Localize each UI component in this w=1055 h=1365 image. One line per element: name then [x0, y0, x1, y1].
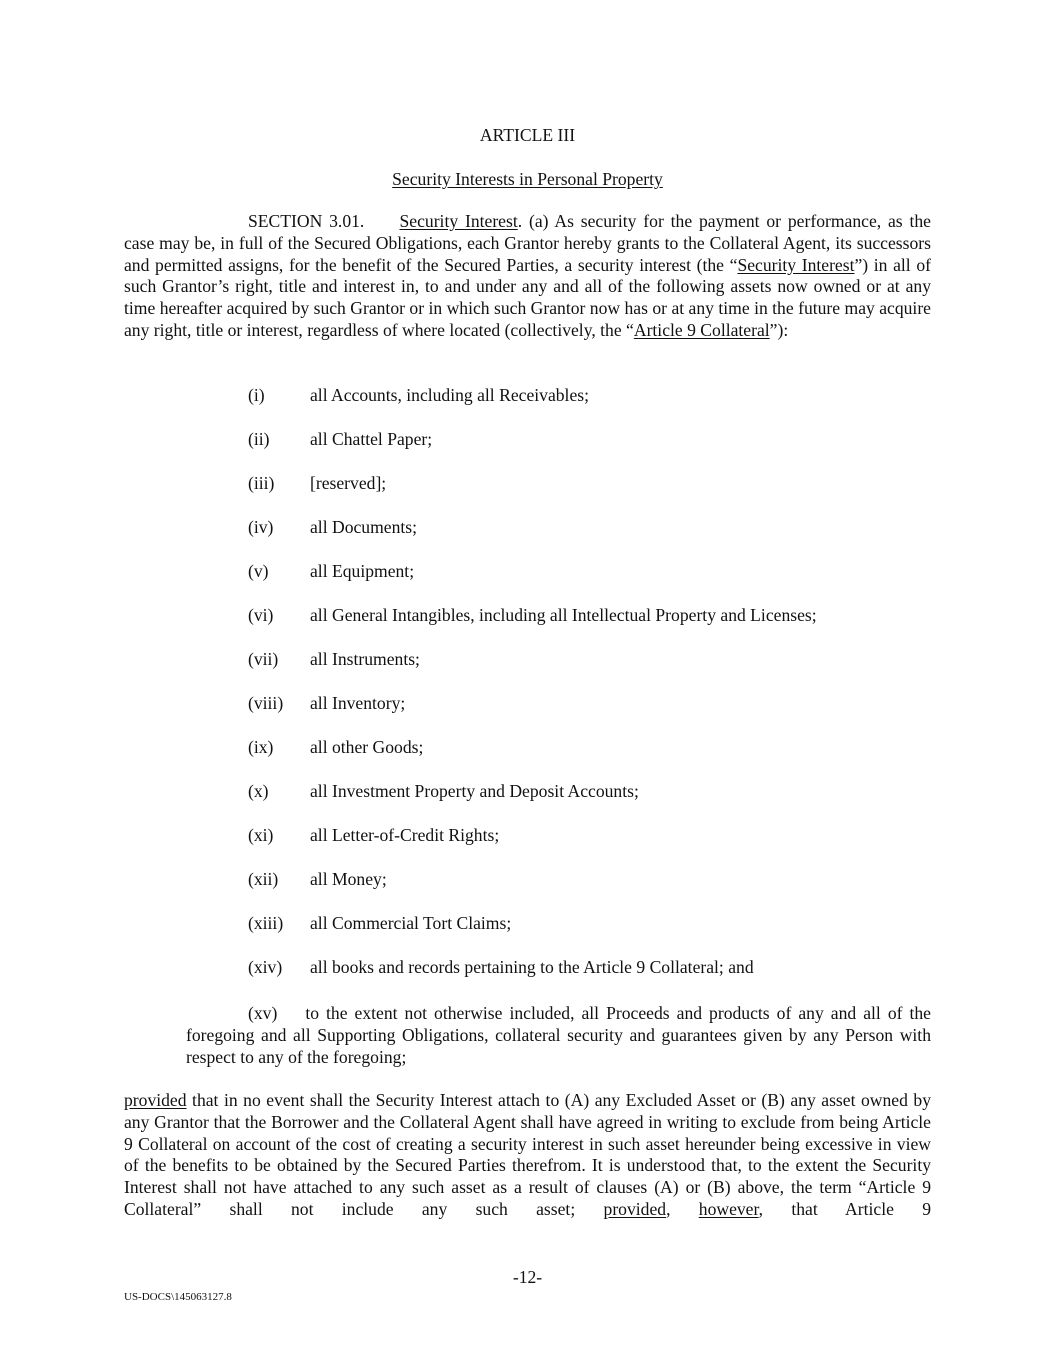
list-item	[0, 869, 1055, 891]
article-title: ARTICLE III	[479, 125, 576, 145]
list-item-text: [reserved];	[310, 473, 387, 493]
list-item-xv	[186, 1003, 931, 1068]
list-item-number: (vii)	[248, 649, 279, 669]
list-item-text: to the extent not otherwise included, all Proceeds and products of any and all of the foregoing and all Supporting Obligations, collateral security and guarantees given by any Person with respect to any of the foregoing;	[186, 1003, 931, 1067]
text-run: ,	[666, 1198, 699, 1219]
list-item	[0, 693, 1055, 715]
list-item-text: all books and records pertaining to the Article 9 Collateral; and	[310, 957, 754, 977]
list-item-number: (ii)	[248, 429, 270, 449]
list-item	[0, 561, 1055, 583]
list-item-text: all General Intangibles, including all Intellectual Property and Licenses;	[310, 605, 817, 625]
list-item-number: (xv)	[248, 1003, 278, 1023]
text-run	[364, 211, 399, 231]
list-item	[0, 429, 1055, 451]
list-item	[0, 781, 1055, 803]
underlined-term: provided	[124, 1090, 187, 1110]
list-item-number: (viii)	[248, 693, 284, 713]
underlined-term: Article 9 Collateral	[633, 319, 770, 340]
list-item	[0, 473, 1055, 495]
list-item	[0, 649, 1055, 671]
list-item	[0, 825, 1055, 847]
page-number: -12-	[512, 1267, 543, 1287]
text-run: , that Article 9	[758, 1198, 931, 1219]
list-item-number: (v)	[248, 561, 269, 581]
list-item-text: all Instruments;	[310, 649, 420, 669]
section-3-01-paragraph	[124, 211, 931, 342]
underlined-term: provided	[603, 1198, 667, 1219]
list-item-text: all Commercial Tort Claims;	[310, 913, 512, 933]
list-item	[0, 605, 1055, 627]
list-item-text: all Money;	[310, 869, 387, 889]
list-item-text: all Accounts, including all Receivables;	[310, 385, 589, 405]
list-item-text: all Inventory;	[310, 693, 406, 713]
list-item	[0, 957, 1055, 979]
text-run: ”):	[769, 319, 789, 340]
underlined-term: Security Interest	[399, 211, 518, 231]
list-item	[0, 517, 1055, 539]
text-run: that in no event shall the Security Interest attach to (A) any Excluded Asset or (B) any asset owned by any Grantor that the Borrower and the Collateral Agent shall have agreed in writing to exclude from being Article 9 Collateral on account of the cost of creating a security interest in such asset hereunder being excessive in view of the benefits to be obtained by the Secured Parties therefrom. It is understood that, to the extent the Security Interest shall not have attached to any such asset as a result of clauses (A) or (B) above, the term “Article 9 Collateral” shall not include any such asset;	[124, 1090, 931, 1219]
list-item	[0, 913, 1055, 935]
text-run: . (a) As security for the payment or performance, as the case may be, in full of the Secured Obligations, each Grantor hereby grants to the Collateral Agent, its successors and permitted assigns, for the benefit of the Secured Parties, a security interest (the “	[124, 211, 931, 275]
list-item-number: (x)	[248, 781, 269, 801]
underlined-term: however	[698, 1198, 759, 1219]
list-item-text: all Investment Property and Deposit Accounts;	[310, 781, 639, 801]
list-item-number: (xi)	[248, 825, 274, 845]
article-heading: Security Interests in Personal Property	[392, 169, 663, 189]
list-item-number: (xiv)	[248, 957, 283, 977]
list-item	[0, 737, 1055, 759]
list-item-number: (iv)	[248, 517, 274, 537]
text-run: ”) in all of such Grantor’s right, title and interest in, to and under any and all of the following assets now owned or at any time hereafter acquired by such Grantor or in which such Grantor now has or at any time in the future may acquire any right, title or interest, regardless of where located (collectively, the “	[124, 254, 931, 340]
list-item-text: all Letter-of-Credit Rights;	[310, 825, 500, 845]
list-item-number: (ix)	[248, 737, 274, 757]
list-item-text: all Documents;	[310, 517, 418, 537]
underlined-term: Security Interest	[737, 254, 855, 275]
document-id: US-DOCS\145063127.8	[124, 1291, 232, 1303]
list-item-number: (iii)	[248, 473, 275, 493]
list-item-number: (xii)	[248, 869, 279, 889]
list-item	[0, 385, 1055, 407]
list-item-number: (vi)	[248, 605, 274, 625]
list-item-text: all other Goods;	[310, 737, 424, 757]
list-item-number: (xiii)	[248, 913, 284, 933]
text-run: SECTION 3.01.	[248, 211, 365, 231]
list-item-text: all Equipment;	[310, 561, 415, 581]
proviso-paragraph	[124, 1090, 931, 1221]
list-item-text: all Chattel Paper;	[310, 429, 433, 449]
list-item-number: (i)	[248, 385, 265, 405]
